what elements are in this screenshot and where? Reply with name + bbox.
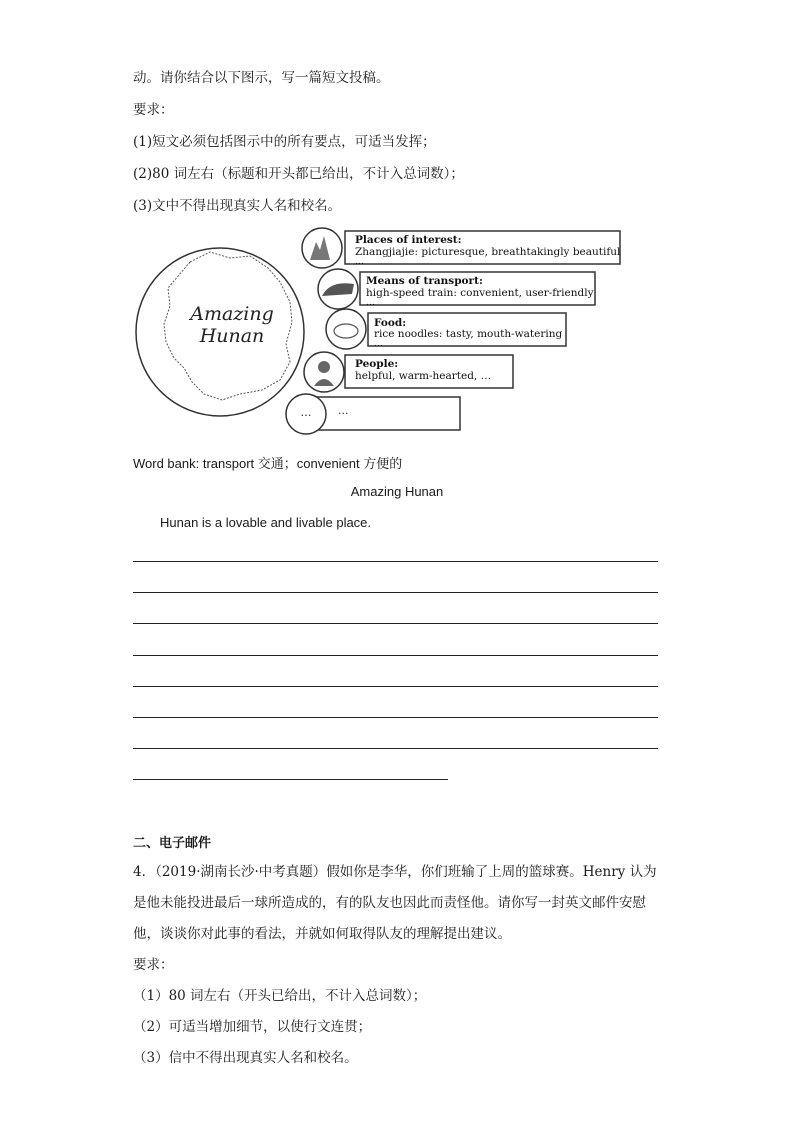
writing-line bbox=[133, 717, 658, 718]
writing-line bbox=[133, 561, 658, 562]
intro-line: 动。请你结合以下图示，写一篇短文投稿。 bbox=[133, 70, 390, 86]
amazing-hunan-diagram bbox=[130, 222, 630, 442]
requirements-label: 要求： bbox=[133, 957, 174, 973]
requirement-3: （3）信中不得出现真实人名和校名。 bbox=[133, 1050, 358, 1066]
item-title: Means of transport: bbox=[366, 275, 483, 287]
item-title: Places of interest: bbox=[355, 234, 462, 246]
item-text: Zhangjiajie: picturesque, breathtakingly beautiful bbox=[355, 246, 621, 258]
writing-line bbox=[133, 779, 448, 780]
noodles-icon bbox=[326, 309, 366, 349]
requirement-1: （1）80 词左右（开头已给出，不计入总词数）； bbox=[133, 988, 427, 1004]
requirements-label: 要求： bbox=[133, 102, 174, 118]
writing-line bbox=[133, 748, 658, 749]
question-line: 他，谈谈你对此事的看法，并就如何取得队友的理解提出建议。 bbox=[133, 926, 511, 942]
writing-line bbox=[133, 592, 658, 593]
requirement-1: (1)短文必须包括图示中的所有要点，可适当发挥； bbox=[133, 134, 436, 150]
item-title: People: bbox=[355, 358, 399, 370]
requirement-3: (3)文中不得出现真实人名和校名。 bbox=[133, 198, 342, 214]
requirement-2: (2)80 词左右（标题和开头都已给出，不计入总词数）； bbox=[133, 166, 464, 182]
center-title-2: Hunan bbox=[199, 325, 265, 347]
info-box bbox=[314, 397, 460, 430]
center-title-1: Amazing bbox=[190, 303, 274, 325]
item-title: Food: bbox=[374, 317, 407, 329]
item-more: … bbox=[355, 257, 364, 267]
essay-title: Amazing Hunan bbox=[350, 484, 444, 499]
item-more: … bbox=[374, 339, 383, 349]
item-text: rice noodles: tasty, mouth-watering bbox=[374, 328, 563, 340]
writing-line bbox=[133, 686, 658, 687]
word-bank: Word bank: transport 交通；convenient 方便的 bbox=[133, 456, 403, 471]
item-text: high-speed train: convenient, user-friendly bbox=[366, 287, 594, 299]
item-title: … bbox=[338, 405, 349, 417]
requirement-2: （2）可适当增加细节，以使行文连贯； bbox=[133, 1019, 372, 1035]
essay-opening: Hunan is a lovable and livable place. bbox=[160, 515, 372, 530]
section-heading: 二、电子邮件 bbox=[133, 836, 212, 851]
question-line: 是他未能投进最后一球所造成的，有的队友也因此而责怪他。请你写一封英文邮件安慰 bbox=[133, 895, 646, 911]
writing-line bbox=[133, 623, 658, 624]
item-more: … bbox=[366, 298, 375, 308]
more-circle-text: … bbox=[300, 406, 312, 419]
writing-line bbox=[133, 655, 658, 656]
item-text: helpful, warm-hearted, … bbox=[355, 370, 492, 382]
question-line: 4．（2019·湖南长沙·中考真题）假如你是李华，你们班输了上周的篮球赛。Henry 认为 bbox=[133, 864, 657, 880]
